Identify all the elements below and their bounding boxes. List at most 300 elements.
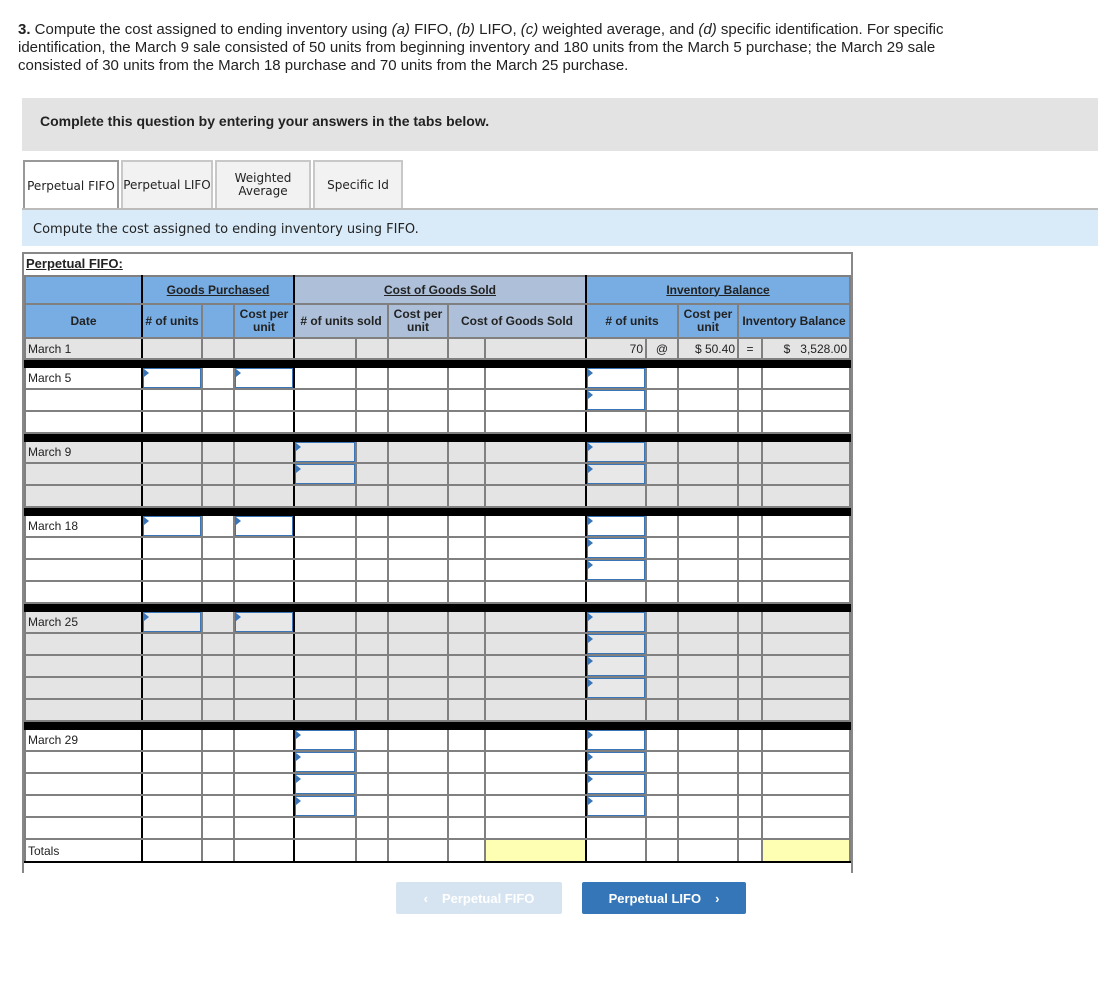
table-row: [25, 773, 850, 795]
cell: [646, 411, 678, 433]
cell: [738, 795, 762, 817]
inventory-units-input[interactable]: [587, 774, 645, 794]
cell: [356, 463, 388, 485]
cell: [202, 441, 234, 463]
cell: [586, 633, 646, 655]
cell: [202, 537, 234, 559]
cell: [294, 367, 356, 389]
cell: [356, 839, 388, 862]
cell: [738, 441, 762, 463]
cell: [234, 537, 294, 559]
cell: [388, 751, 448, 773]
row-separator: [25, 359, 850, 367]
cell: [485, 773, 586, 795]
cell: [678, 537, 738, 559]
cell: [294, 411, 356, 433]
cell: [586, 751, 646, 773]
cell: [448, 611, 485, 633]
purchased-cost-input[interactable]: [235, 368, 293, 388]
cell: [388, 699, 448, 721]
units-sold-input[interactable]: [295, 730, 355, 750]
cell: [294, 581, 356, 603]
cell: [678, 773, 738, 795]
cell: [448, 817, 485, 839]
cell: [294, 389, 356, 411]
cell: [485, 441, 586, 463]
cell: [738, 367, 762, 389]
cell: [142, 655, 202, 677]
units-sold-input[interactable]: [295, 796, 355, 816]
cell: [234, 795, 294, 817]
inventory-units-input[interactable]: [587, 678, 645, 698]
cell: [586, 411, 646, 433]
cell: [586, 441, 646, 463]
cell: [234, 515, 294, 537]
cell: [142, 515, 202, 537]
cell: [586, 773, 646, 795]
cell: [356, 367, 388, 389]
cell: [356, 389, 388, 411]
inventory-units-input[interactable]: [587, 560, 645, 580]
cell: [762, 463, 850, 485]
cell: [234, 411, 294, 433]
cell: [142, 441, 202, 463]
cell: [356, 515, 388, 537]
cell: [202, 485, 234, 507]
inventory-units-input[interactable]: [587, 634, 645, 654]
cell: [485, 655, 586, 677]
cell: [678, 633, 738, 655]
cell: [142, 817, 202, 839]
inventory-units-input[interactable]: [587, 612, 645, 632]
date-cell: [25, 389, 142, 411]
cell: [646, 537, 678, 559]
row-separator: [25, 721, 850, 729]
cell: [762, 411, 850, 433]
cell: [142, 611, 202, 633]
cell: [678, 581, 738, 603]
inventory-units-input[interactable]: [587, 796, 645, 816]
inventory-units-input[interactable]: [587, 464, 645, 484]
cell: [234, 677, 294, 699]
cell: [388, 537, 448, 559]
cell: [646, 367, 678, 389]
cell: [294, 515, 356, 537]
group-inventory-balance: Inventory Balance: [586, 276, 850, 304]
row-separator: [25, 433, 850, 441]
cell: [678, 411, 738, 433]
row-separator: [25, 507, 850, 515]
header-date: Date: [25, 304, 142, 338]
cell: [142, 795, 202, 817]
cell: [202, 751, 234, 773]
separator: [25, 603, 850, 611]
cell: [202, 389, 234, 411]
cell: [738, 411, 762, 433]
equals-symbol: =: [738, 338, 762, 359]
cell: [294, 655, 356, 677]
cell: [388, 485, 448, 507]
cell: [485, 677, 586, 699]
total-inventory-input[interactable]: [762, 839, 850, 862]
cell: [646, 655, 678, 677]
instruction-text: Compute the cost assigned to ending inventory using FIFO.: [33, 222, 419, 237]
cell: [738, 611, 762, 633]
inventory-units-input[interactable]: [587, 752, 645, 772]
cell: [762, 389, 850, 411]
cell: [234, 367, 294, 389]
cell: [678, 389, 738, 411]
cell: [234, 699, 294, 721]
cell: [448, 367, 485, 389]
cell: [356, 655, 388, 677]
table-row: [25, 411, 850, 433]
cell: [142, 839, 202, 862]
cell: [646, 463, 678, 485]
cell: [485, 729, 586, 751]
cell: [388, 559, 448, 581]
inventory-units-input[interactable]: [587, 442, 645, 462]
cell: [762, 485, 850, 507]
chevron-right-icon: ›: [715, 890, 720, 906]
group-goods-purchased: Goods Purchased: [142, 276, 294, 304]
cell: [142, 751, 202, 773]
cell: [448, 463, 485, 485]
inventory-units-input[interactable]: [587, 390, 645, 410]
cell: [485, 795, 586, 817]
cell: [485, 537, 586, 559]
cell: [142, 485, 202, 507]
inventory-balance: $ 3,528.00: [762, 338, 850, 359]
date-cell: [25, 699, 142, 721]
inventory-units-input[interactable]: [587, 368, 645, 388]
header-sold-cost: Cost per unit: [388, 304, 448, 338]
separator: [25, 721, 850, 729]
cell: [485, 389, 586, 411]
cell: [448, 441, 485, 463]
units-sold-input[interactable]: [295, 442, 355, 462]
question-text: 3. Compute the cost assigned to ending inventory using (a) FIFO, (b) LIFO, (c) weighted average, and (d) specific identification. For specific identification, the March 9 sale consisted of 50 units from beginning inventory and 180 units from the March 5 purchase; the March 29 sale consisted of 30 units from the March 18 purchase and 70 units from the March 25 purchase.: [18, 21, 944, 74]
table-row: [25, 677, 850, 699]
group-cost-of-goods-sold: Cost of Goods Sold: [294, 276, 586, 304]
cell: [762, 795, 850, 817]
cell: [294, 485, 356, 507]
cell: [448, 795, 485, 817]
tab-specific-id[interactable]: Specific Id: [313, 160, 403, 208]
cell: [485, 485, 586, 507]
cell: [234, 839, 294, 862]
header-inventory-cost: Cost per unit: [678, 304, 738, 338]
date-cell: March 1: [25, 338, 142, 359]
cell: [142, 463, 202, 485]
cell: [485, 581, 586, 603]
cell: [738, 389, 762, 411]
at-symbol: @: [646, 338, 678, 359]
inventory-units: 70: [586, 338, 646, 359]
cell: [646, 559, 678, 581]
totals-row: [25, 839, 850, 862]
cell: [762, 611, 850, 633]
cell: [738, 699, 762, 721]
total-cogs-input[interactable]: [485, 839, 586, 862]
cell: [678, 441, 738, 463]
cell: [356, 581, 388, 603]
tab-bar: [23, 160, 405, 210]
units-sold-input[interactable]: [295, 464, 355, 484]
cell: [762, 699, 850, 721]
table-row: [25, 485, 850, 507]
cell: [356, 751, 388, 773]
cell: [678, 559, 738, 581]
cell: [356, 338, 388, 359]
date-cell: [25, 485, 142, 507]
cell: [646, 677, 678, 699]
cell: [646, 515, 678, 537]
cell: [678, 463, 738, 485]
date-cell: [25, 463, 142, 485]
cell: [234, 655, 294, 677]
inventory-units-input[interactable]: [587, 538, 645, 558]
cell: [202, 795, 234, 817]
cell: [738, 773, 762, 795]
table-row: [25, 441, 850, 463]
cell: [678, 655, 738, 677]
cell: [762, 751, 850, 773]
cell: [142, 559, 202, 581]
cell: [142, 633, 202, 655]
cell: [388, 411, 448, 433]
cell: [294, 611, 356, 633]
cell: [586, 677, 646, 699]
cell: [448, 485, 485, 507]
cell: [388, 795, 448, 817]
cell: [388, 389, 448, 411]
date-cell: [25, 817, 142, 839]
cell: [586, 611, 646, 633]
instruction-banner: [22, 98, 1098, 151]
cell: [142, 338, 202, 359]
cell: [738, 817, 762, 839]
cell: [142, 367, 202, 389]
totals-label: Totals: [25, 839, 142, 862]
cell: [234, 729, 294, 751]
table-row: [25, 559, 850, 581]
cell: [762, 559, 850, 581]
header-inventory-balance: Inventory Balance: [738, 304, 850, 338]
table-row: [25, 633, 850, 655]
cell: [738, 839, 762, 862]
cell: [485, 817, 586, 839]
cell: [762, 367, 850, 389]
cell: [762, 633, 850, 655]
cell: [142, 773, 202, 795]
cell: [356, 817, 388, 839]
inventory-units-input[interactable]: [587, 730, 645, 750]
cell: [646, 751, 678, 773]
cell: [485, 751, 586, 773]
cell: [356, 729, 388, 751]
cell: [388, 441, 448, 463]
cell: [448, 677, 485, 699]
cell: [762, 537, 850, 559]
tab-weighted-average[interactable]: Weighted Average: [215, 160, 311, 208]
table-row: [25, 699, 850, 721]
cell: [762, 515, 850, 537]
cell: [586, 795, 646, 817]
date-cell: [25, 411, 142, 433]
cell: [388, 581, 448, 603]
cell: [234, 485, 294, 507]
cell: [678, 699, 738, 721]
cell: [388, 839, 448, 862]
cell: [762, 773, 850, 795]
inventory-units-input[interactable]: [587, 516, 645, 536]
cell: [586, 389, 646, 411]
cell: [388, 338, 448, 359]
cell: [448, 773, 485, 795]
cell: [388, 463, 448, 485]
date-cell: March 29: [25, 729, 142, 751]
cell: [234, 338, 294, 359]
table-row: [25, 367, 850, 389]
date-cell: March 18: [25, 515, 142, 537]
purchased-cost-input[interactable]: [235, 516, 293, 536]
cell: [448, 581, 485, 603]
cell: [202, 655, 234, 677]
cell: [678, 611, 738, 633]
cell: [202, 411, 234, 433]
cell: [485, 699, 586, 721]
date-cell: March 5: [25, 367, 142, 389]
cell: [388, 817, 448, 839]
cell: [646, 699, 678, 721]
cell: [762, 729, 850, 751]
separator: [25, 433, 850, 441]
cell: [738, 633, 762, 655]
separator: [25, 507, 850, 515]
cell: [646, 795, 678, 817]
cell: [294, 537, 356, 559]
header-purchased-cost: Cost per unit: [234, 304, 294, 338]
cell: [586, 559, 646, 581]
cell: [738, 751, 762, 773]
cell: [234, 817, 294, 839]
purchased-units-input[interactable]: [143, 368, 201, 388]
purchased-units-input[interactable]: [143, 516, 201, 536]
cell: [448, 559, 485, 581]
cell: [646, 633, 678, 655]
cell: [448, 338, 485, 359]
table-row: [25, 389, 850, 411]
cell: [448, 729, 485, 751]
date-cell: [25, 773, 142, 795]
table-row: [25, 751, 850, 773]
table-row: [25, 537, 850, 559]
cell: [678, 839, 738, 862]
cell: [448, 537, 485, 559]
cell: [646, 611, 678, 633]
cell: [294, 463, 356, 485]
cell: [356, 699, 388, 721]
cell: [202, 729, 234, 751]
next-button[interactable]: [582, 882, 746, 914]
tab-perpetual-lifo[interactable]: Perpetual LIFO: [121, 160, 213, 208]
cell: [586, 581, 646, 603]
units-sold-input[interactable]: [295, 752, 355, 772]
cell: [586, 699, 646, 721]
cell: [646, 441, 678, 463]
cell: [356, 559, 388, 581]
cell: [234, 389, 294, 411]
next-label: Perpetual LIFO: [608, 890, 702, 906]
perpetual-fifo-table: [24, 275, 851, 863]
cell: [388, 655, 448, 677]
cell: [762, 581, 850, 603]
cell: [448, 411, 485, 433]
date-cell: [25, 677, 142, 699]
header-cogs: Cost of Goods Sold: [448, 304, 586, 338]
cell: [485, 338, 586, 359]
date-cell: [25, 751, 142, 773]
cell: [202, 633, 234, 655]
date-cell: [25, 655, 142, 677]
cell: [586, 485, 646, 507]
cell: [738, 463, 762, 485]
cell: [294, 699, 356, 721]
cell: [388, 729, 448, 751]
table-title: Perpetual FIFO:: [26, 256, 123, 271]
cell: [356, 773, 388, 795]
cell: [586, 463, 646, 485]
cell: [234, 611, 294, 633]
cell: [485, 463, 586, 485]
cell: [485, 367, 586, 389]
inventory-units-input[interactable]: [587, 656, 645, 676]
cell: [142, 537, 202, 559]
cell: [356, 677, 388, 699]
cell: [202, 463, 234, 485]
cell: [738, 655, 762, 677]
table-row: [25, 581, 850, 603]
cell: [586, 817, 646, 839]
cell: [678, 677, 738, 699]
cell: [294, 795, 356, 817]
cell: [202, 515, 234, 537]
table-row: [25, 463, 850, 485]
purchased-cost-input[interactable]: [235, 612, 293, 632]
cell: [448, 633, 485, 655]
cell: [202, 839, 234, 862]
cell: [448, 655, 485, 677]
cell: [646, 817, 678, 839]
cell: [738, 515, 762, 537]
cell: [646, 729, 678, 751]
cell: [294, 338, 356, 359]
date-cell: [25, 633, 142, 655]
cell: [738, 677, 762, 699]
cell: [586, 515, 646, 537]
cell: [202, 817, 234, 839]
cell: [388, 515, 448, 537]
prev-button[interactable]: [396, 882, 562, 914]
cell: [485, 411, 586, 433]
units-sold-input[interactable]: [295, 774, 355, 794]
cell: [646, 485, 678, 507]
purchased-units-input[interactable]: [143, 612, 201, 632]
cell: [294, 441, 356, 463]
tab-perpetual-fifo[interactable]: Perpetual FIFO: [23, 160, 119, 210]
header-blank: [202, 304, 234, 338]
